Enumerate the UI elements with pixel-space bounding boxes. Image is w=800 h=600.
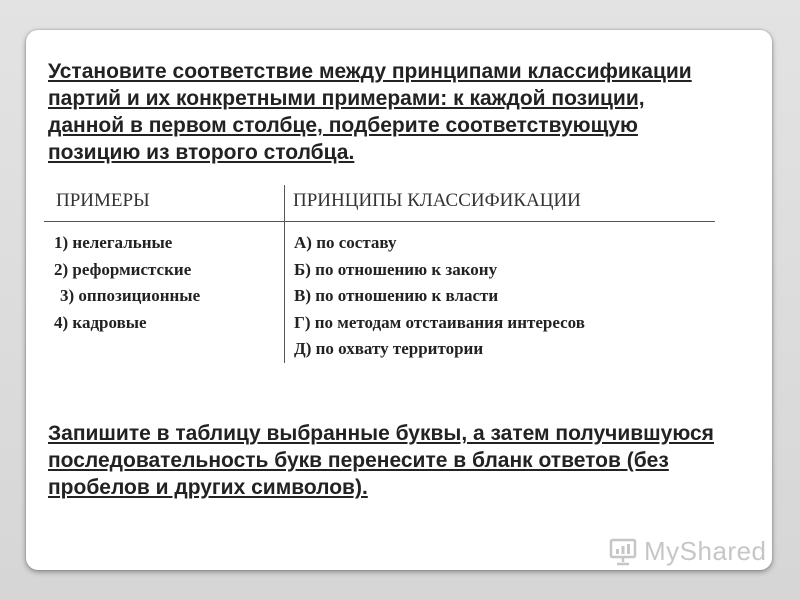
principle-item: В) по отношению к власти <box>294 286 499 305</box>
example-item: 3) оппозиционные <box>60 286 201 305</box>
principles-list <box>294 230 585 363</box>
instruction-line: позицию из второго столбца. <box>48 141 355 164</box>
slide <box>26 30 772 570</box>
answer-instruction <box>48 420 763 501</box>
principle-item: А) по составу <box>294 233 397 252</box>
instruction-line: Установите соответствие между принципами классификации <box>48 60 692 83</box>
instruction-line: партий и их конкретными примерами: к каждой позиции, <box>48 87 645 110</box>
header-rule <box>44 221 715 222</box>
example-item: 4) кадровые <box>54 312 147 332</box>
principle-item: Б) по отношению к закону <box>294 259 498 279</box>
instruction-line: Запишите в таблицу выбранные буквы, а затем получившуюся <box>48 422 714 445</box>
myshared-watermark[interactable] <box>608 534 767 568</box>
examples-list <box>54 230 200 336</box>
task-instruction <box>48 58 763 166</box>
examples-column-header: ПРИМЕРЫ <box>56 190 150 211</box>
instruction-line: последовательность букв перенесите в бланк ответов (без <box>48 449 669 472</box>
presentation-board-icon <box>608 536 638 566</box>
example-item: 2) реформистские <box>54 259 192 279</box>
instruction-line: пробелов и других символов). <box>48 476 368 499</box>
principle-item: Г) по методам отстаивания интересов <box>294 312 585 332</box>
example-item: 1) нелегальные <box>54 233 173 252</box>
principle-item: Д) по охвату территории <box>294 339 484 358</box>
principles-column-header: ПРИНЦИПЫ КЛАССИФИКАЦИИ <box>293 190 581 211</box>
instruction-line: данной в первом столбце, подберите соответствующую <box>48 114 638 137</box>
column-divider <box>284 185 285 363</box>
watermark-text: MyShared <box>644 535 767 566</box>
